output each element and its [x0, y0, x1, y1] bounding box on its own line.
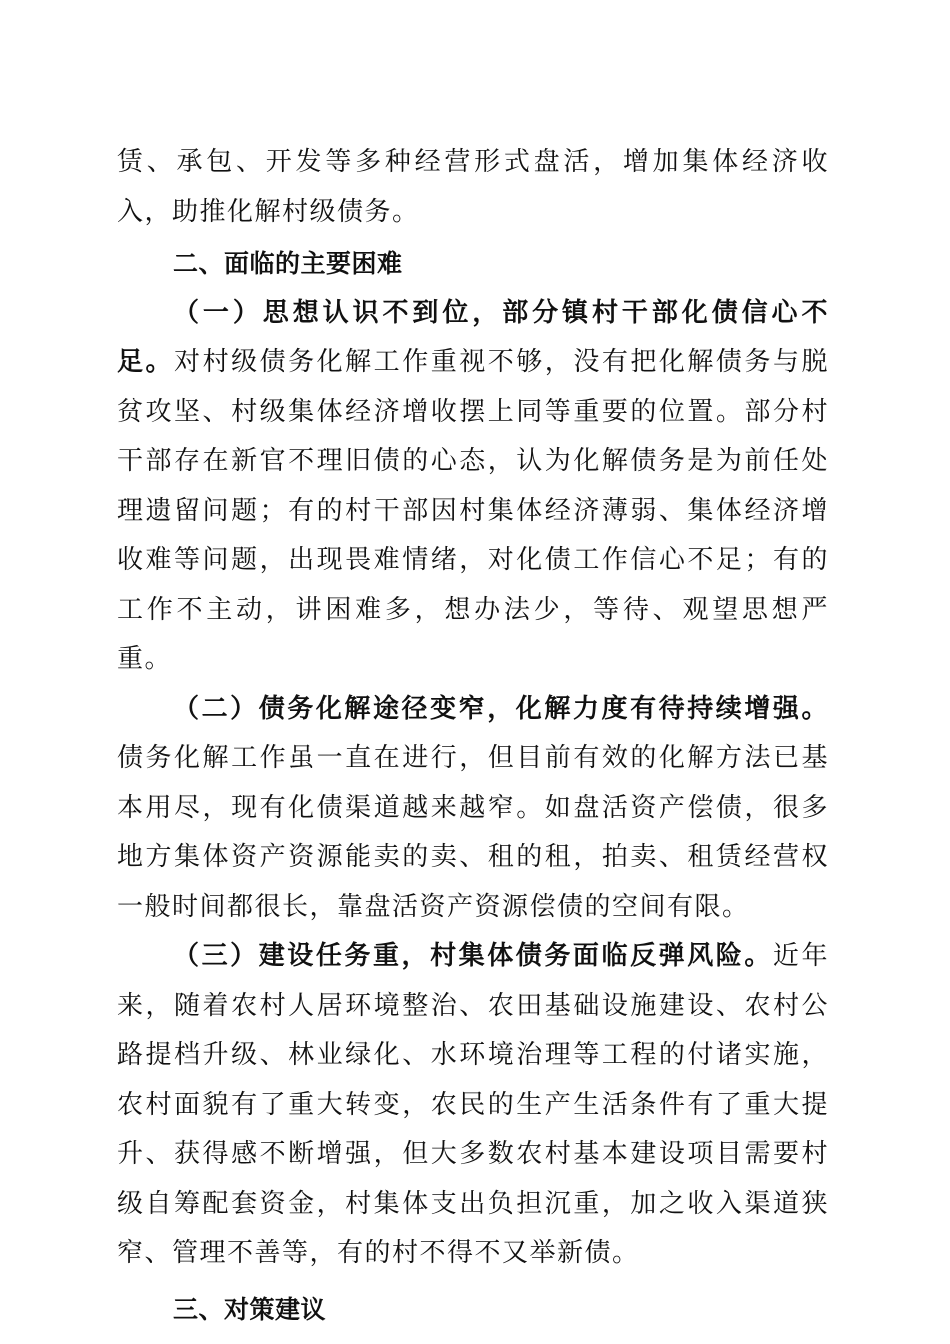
section-two-heading: 二、面临的主要困难	[173, 249, 403, 278]
difficulty-item-3-body: 近年来，随着农村人居环境整治、农田基础设施建设、农村公路提档升级、林业绿化、水环境治理等工程的付诸实施，农村面貌有了重大转变，农民的生产生活条件有了重大提升、获得感不断增强，但大多数农村基本建设项目需要村级自筹配套资金，村集体支出负担沉重，加之收入渠道狭窄、管理不善等，有的村不得不又举新债。	[117, 941, 829, 1268]
difficulty-item-2	[117, 685, 829, 933]
difficulty-item-1	[117, 289, 829, 685]
intro-text: 赁、承包、开发等多种经营形式盘活，增加集体经济收入，助推化解村级债务。	[117, 147, 829, 227]
section-three-heading: 三、对策建议	[173, 1294, 327, 1324]
difficulty-item-3-title: （三）建设任务重，村集体债务面临反弹风险。	[173, 941, 773, 971]
difficulty-item-2-body: 债务化解工作虽一直在进行，但目前有效的化解方法已基本用尽，现有化债渠道越来越窄。如盘活资产偿债，很多地方集体资产资源能卖的卖、租的租，拍卖、租赁经营权一般时间都很长，靠盘活资产资源偿债的空间有限。	[117, 743, 829, 922]
document-body	[117, 138, 829, 1334]
difficulty-item-2-title: （二）债务化解途径变窄，化解力度有待持续增强。	[173, 693, 829, 724]
difficulty-item-3	[117, 932, 829, 1279]
difficulty-item-1-title: （一）思想认识不到位，部分镇村干部化债信心不足。	[117, 297, 829, 377]
intro-paragraph	[117, 138, 829, 237]
difficulty-item-1-body: 对村级债务化解工作重视不够，没有把化解债务与脱贫攻坚、村级集体经济增收摆上同等重要的位置。部分村干部存在新官不理旧债的心态，认为化解债务是为前任处理遗留问题；有的村干部因村集体经济薄弱、集体经济增收难等问题，出现畏难情绪，对化债工作信心不足；有的工作不主动，讲困难多，想办法少，等待、观望思想严重。	[117, 347, 829, 674]
